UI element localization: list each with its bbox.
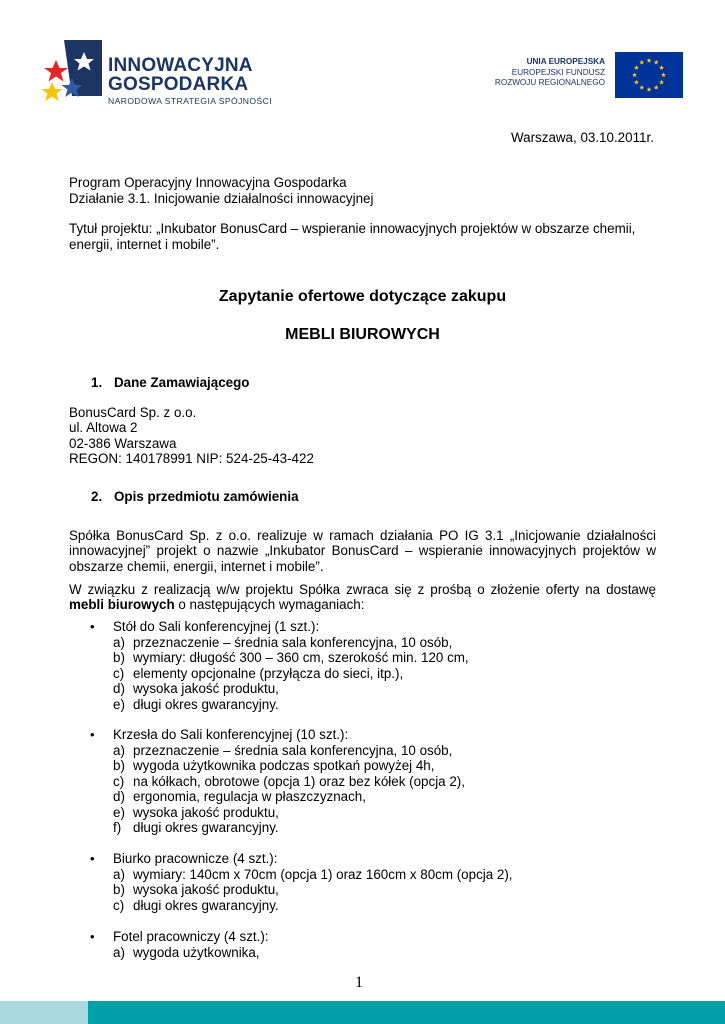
address-line: ul. Altowa 2 — [69, 420, 138, 435]
page-number: 1 — [355, 974, 363, 991]
sub-item-text: ergonomia, regulacja w płaszczyznach, — [133, 789, 366, 804]
logo-text-line2: GOSPODARKA — [108, 74, 249, 95]
project-title-line1: Tytuł projektu: „Inkubator BonusCard – wspieranie innowacyjnych projektów w obszarze chemii, — [69, 221, 636, 236]
item-title: Biurko pracownicze (4 szt.): — [113, 851, 278, 866]
sub-item-marker: e) — [113, 804, 125, 820]
sub-item-text: wymiary: 140cm x 70cm (opcja 1) oraz 160cm x 80cm (opcja 2), — [133, 866, 513, 882]
program-line2: Działanie 3.1. Inicjowanie działalności innowacyjnej — [69, 191, 374, 206]
document-title: Zapytanie ofertowe dotyczące zakupu — [218, 288, 507, 305]
eu-logo-text — [495, 57, 605, 89]
logo-text-line1: INNOWACYJNA — [108, 55, 253, 76]
sub-item-text: długi okres gwarancyjny. — [133, 820, 279, 835]
paragraph-tail: o następujących wymaganiach: — [174, 597, 365, 612]
logo-text-line3: NARODOWA STRATEGIA SPÓJNOŚCI — [108, 96, 272, 106]
sub-item-text: wymiary: długość 300 – 360 cm, szerokość min. 120 cm, — [133, 650, 469, 665]
sub-item-marker: a) — [113, 742, 125, 758]
bullet-icon: • — [90, 619, 95, 634]
program-line1: Program Operacyjny Innowacyjna Gospodarka — [69, 175, 347, 190]
item-title: Krzesła do Sali konferencyjnej (10 szt.): — [113, 727, 349, 742]
sub-item-text: elementy opcjonalne (przyłącza do sieci, itp.), — [133, 665, 404, 681]
sub-item-marker: a) — [113, 866, 125, 882]
eu-flag-icon — [615, 52, 683, 98]
footer-bar-light — [0, 1001, 88, 1024]
paragraph-line: W związku z realizacją w/w projektu Spółka zwraca się z prośbą o złożenie oferty na dostawę — [69, 582, 656, 597]
logo-star-yellow — [42, 82, 63, 101]
item-title: Fotel pracowniczy (4 szt.): — [113, 929, 269, 944]
logo-star-red — [44, 60, 68, 82]
bullet-icon: • — [90, 929, 95, 944]
address-line: BonusCard Sp. z o.o. — [69, 405, 197, 420]
item-title: Stół do Sali konferencyjnej (1 szt.): — [113, 619, 320, 634]
sub-item-marker: a) — [113, 634, 125, 650]
paragraph-line-bold-part — [69, 597, 364, 613]
paragraph-line: Spółka BonusCard Sp. z o.o. realizuje w ramach działania PO IG 3.1 „Inicjowanie działalności — [69, 528, 656, 543]
section1-heading: Dane Zamawiającego — [114, 375, 250, 390]
document-subtitle: MEBLI BIUROWYCH — [285, 326, 440, 343]
section2-number: 2. — [91, 489, 103, 504]
sub-item-text: wygoda użytkownika, — [133, 944, 260, 960]
bullet-icon: • — [90, 851, 95, 866]
bold-phrase: mebli biurowych — [69, 597, 175, 612]
sub-item-marker: d) — [113, 789, 125, 804]
sub-item-text: długi okres gwarancyjny. — [133, 897, 279, 913]
section2-heading: Opis przedmiotu zamówienia — [114, 489, 299, 504]
eu-text-line1: UNIA EUROPEJSKA — [526, 57, 605, 66]
paragraph-line: obszarze chemii, energii, internet i mobile”. — [69, 559, 324, 574]
sub-item-marker: c) — [113, 773, 125, 789]
address-line: REGON: 140178991 NIP: 524-25-43-422 — [69, 451, 314, 466]
sub-item-text: wysoka jakość produktu, — [133, 804, 279, 820]
sub-item-text: wygoda użytkownika podczas spotkań powyżej 4h, — [133, 758, 435, 773]
eu-text-line2: EUROPEJSKI FUNDUSZ — [511, 67, 605, 77]
sub-item-text: długi okres gwarancyjny. — [133, 696, 279, 712]
paragraph-line: innowacyjnej” projekt o nazwie „Inkubator BonusCard – wspieranie innowacyjnych projektów w — [69, 543, 656, 558]
sub-item-marker: b) — [113, 758, 125, 773]
sub-item-text: przeznaczenie – średnia sala konferencyjna, 10 osób, — [133, 742, 453, 758]
sub-item-marker: c) — [113, 897, 125, 913]
sub-item-text: na kółkach, obrotowe (opcja 1) oraz bez kółek (opcja 2), — [133, 773, 465, 789]
sub-item-marker: b) — [113, 882, 125, 897]
eu-text-line3: ROZWOJU REGIONALNEGO — [494, 78, 605, 87]
sub-item-marker: b) — [113, 650, 125, 665]
sub-item-marker: d) — [113, 681, 125, 696]
sub-item-marker: c) — [113, 665, 125, 681]
footer-bar-dark — [88, 1001, 725, 1024]
project-title-line2: energii, internet i mobile”. — [69, 237, 220, 252]
bullet-icon: • — [90, 727, 95, 742]
sub-item-marker: a) — [113, 944, 125, 960]
section1-number: 1. — [91, 375, 103, 390]
sub-item-text: przeznaczenie – średnia sala konferencyjna, 10 osób, — [133, 634, 453, 650]
sub-item-marker: f) — [113, 820, 122, 835]
sub-item-text: wysoka jakość produktu, — [133, 681, 279, 696]
sub-item-marker: e) — [113, 696, 125, 712]
sub-item-text: wysoka jakość produktu, — [133, 882, 279, 897]
address-line: 02-386 Warszawa — [69, 436, 177, 451]
date-line: Warszawa, 03.10.2011r. — [511, 130, 654, 145]
